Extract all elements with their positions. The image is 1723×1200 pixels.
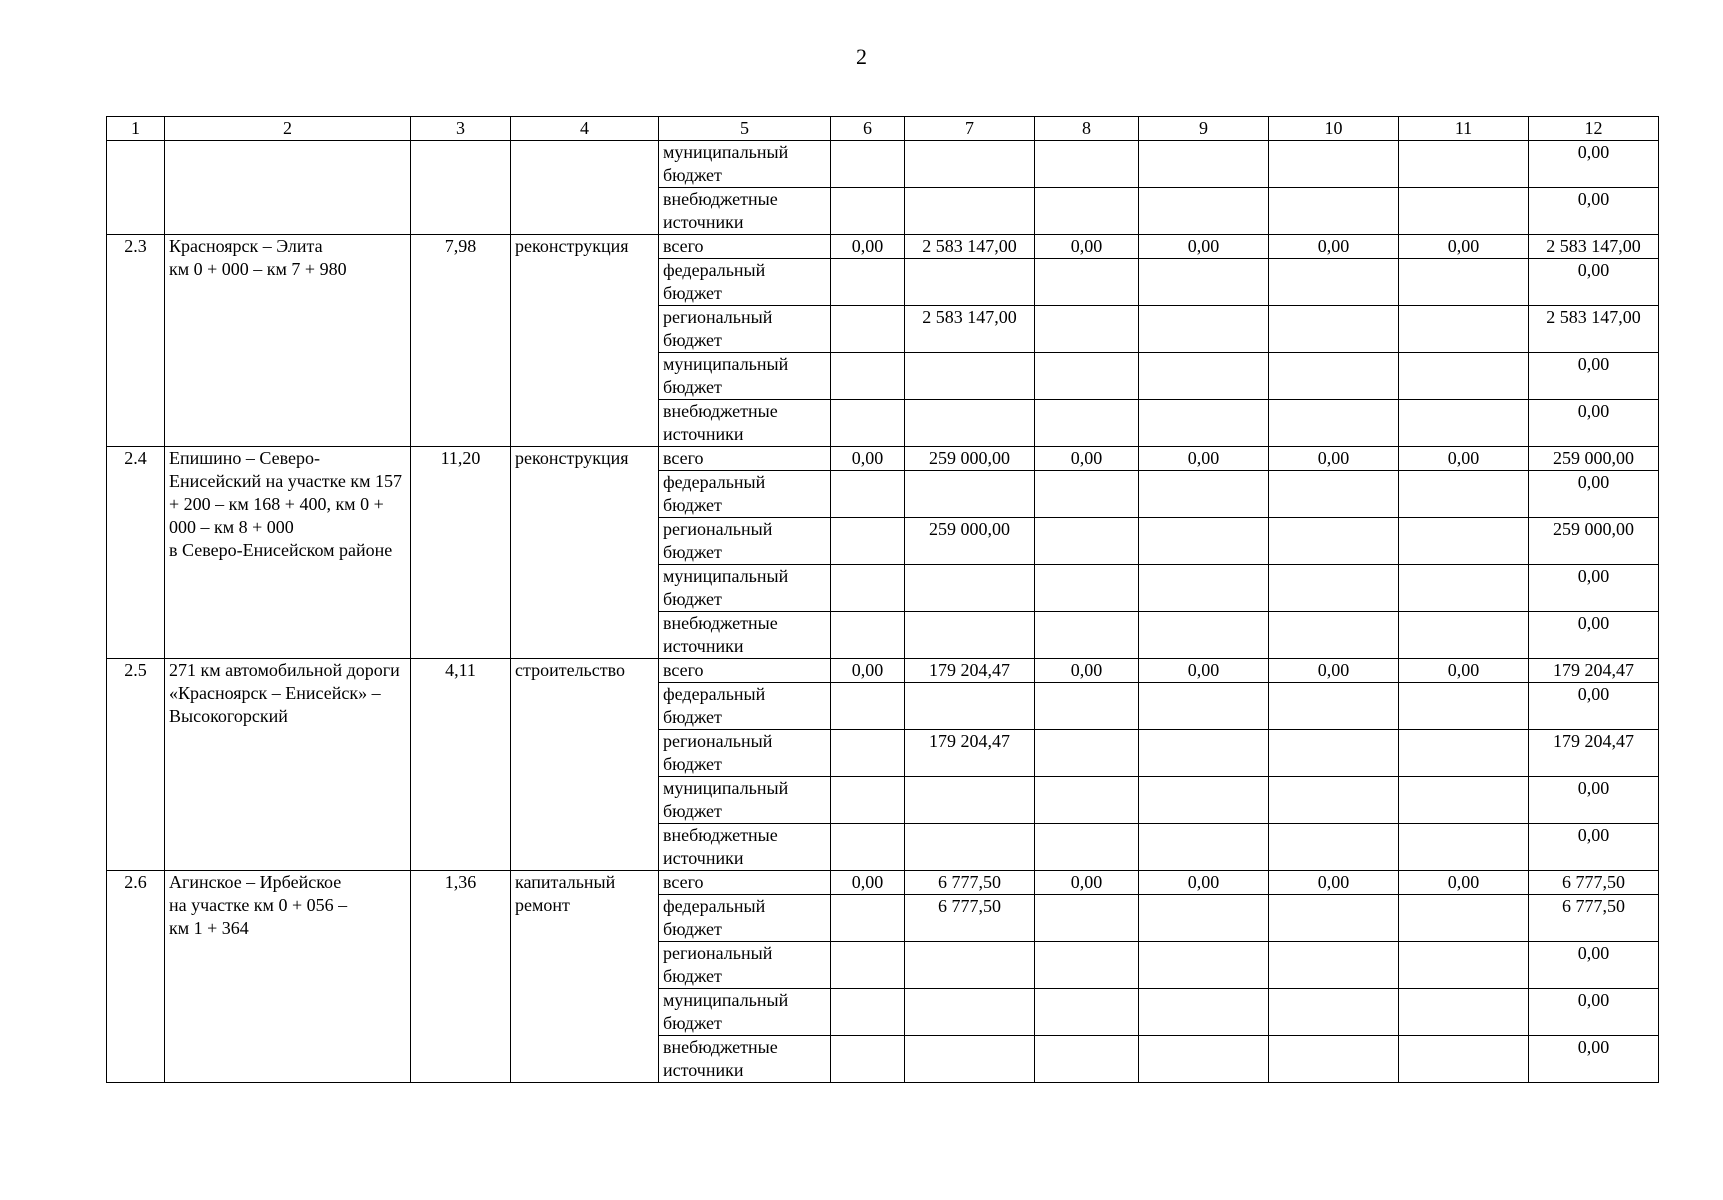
value-cell <box>1035 353 1139 400</box>
value-cell <box>1269 518 1399 565</box>
value-cell <box>1139 895 1269 942</box>
empty-cell <box>165 141 411 235</box>
value-cell <box>1035 471 1139 518</box>
value-cell <box>905 188 1035 235</box>
value-cell <box>831 730 905 777</box>
value-cell <box>1399 730 1529 777</box>
value-cell <box>1269 259 1399 306</box>
source-cell: внебюджетные источники <box>659 188 831 235</box>
value-cell <box>1269 942 1399 989</box>
value-cell <box>1399 777 1529 824</box>
value-cell: 0,00 <box>1269 659 1399 683</box>
value-cell: 0,00 <box>1529 777 1659 824</box>
value-cell <box>1035 730 1139 777</box>
value-cell <box>1269 730 1399 777</box>
object-name: Агинское – Ирбейское на участке км 0 + 056 – км 1 + 364 <box>165 871 411 1083</box>
value-cell <box>1139 306 1269 353</box>
item-number: 2.5 <box>107 659 165 871</box>
object-name: Красноярск – Элита км 0 + 000 – км 7 + 980 <box>165 235 411 447</box>
value-cell <box>1269 989 1399 1036</box>
value-cell: 0,00 <box>1529 942 1659 989</box>
value-cell: 179 204,47 <box>905 659 1035 683</box>
value-cell <box>831 565 905 612</box>
item-number: 2.3 <box>107 235 165 447</box>
source-cell: региональный бюджет <box>659 942 831 989</box>
value-cell: 6 777,50 <box>905 871 1035 895</box>
value-cell <box>905 777 1035 824</box>
value-cell: 0,00 <box>1399 659 1529 683</box>
value-cell <box>1399 353 1529 400</box>
value-cell <box>831 353 905 400</box>
work-type: реконструкция <box>511 235 659 447</box>
value-cell: 2 583 147,00 <box>905 306 1035 353</box>
source-cell: муниципальный бюджет <box>659 353 831 400</box>
empty-cell <box>107 141 165 235</box>
value-cell <box>1035 895 1139 942</box>
value-cell: 0,00 <box>831 659 905 683</box>
value-cell <box>1139 777 1269 824</box>
table-row <box>107 659 1659 683</box>
value-cell: 0,00 <box>1529 612 1659 659</box>
source-cell: внебюджетные источники <box>659 1036 831 1083</box>
value-cell <box>1035 777 1139 824</box>
value-cell <box>1139 400 1269 447</box>
value-cell <box>1139 471 1269 518</box>
value-cell <box>1399 400 1529 447</box>
value-cell <box>1139 353 1269 400</box>
value-cell <box>1269 612 1399 659</box>
value-cell <box>1399 612 1529 659</box>
source-cell: всего <box>659 447 831 471</box>
value-cell <box>1399 306 1529 353</box>
value-cell <box>1269 353 1399 400</box>
column-header: 8 <box>1035 117 1139 141</box>
value-cell <box>1269 683 1399 730</box>
column-header: 4 <box>511 117 659 141</box>
value-cell <box>831 989 905 1036</box>
empty-cell <box>411 141 511 235</box>
column-header: 1 <box>107 117 165 141</box>
value-cell <box>831 400 905 447</box>
value-cell: 6 777,50 <box>1529 871 1659 895</box>
value-cell <box>905 400 1035 447</box>
value-cell <box>831 471 905 518</box>
value-cell: 0,00 <box>1529 683 1659 730</box>
value-cell <box>1139 141 1269 188</box>
source-cell: федеральный бюджет <box>659 471 831 518</box>
value-cell <box>1035 565 1139 612</box>
value-cell: 0,00 <box>1035 447 1139 471</box>
value-cell <box>1139 730 1269 777</box>
value-cell <box>831 141 905 188</box>
column-header: 12 <box>1529 117 1659 141</box>
value-cell: 0,00 <box>1269 447 1399 471</box>
source-cell: муниципальный бюджет <box>659 989 831 1036</box>
value-cell <box>1269 306 1399 353</box>
value-cell <box>1399 518 1529 565</box>
value-cell: 0,00 <box>1035 235 1139 259</box>
value-cell: 0,00 <box>1529 1036 1659 1083</box>
table-body <box>107 141 1659 1083</box>
page-number: 2 <box>856 44 867 69</box>
source-cell: муниципальный бюджет <box>659 141 831 188</box>
table-row <box>107 235 1659 259</box>
source-cell: муниципальный бюджет <box>659 777 831 824</box>
value-cell <box>905 612 1035 659</box>
value-cell: 0,00 <box>1529 353 1659 400</box>
value-cell <box>1139 518 1269 565</box>
source-cell: региональный бюджет <box>659 306 831 353</box>
value-cell: 0,00 <box>1035 659 1139 683</box>
item-number: 2.4 <box>107 447 165 659</box>
object-name: Епишино – Северо-Енисейский на участке км 157 + 200 – км 168 + 400, км 0 + 000 – км 8 + 000 в Северо-Енисейском районе <box>165 447 411 659</box>
source-cell: всего <box>659 659 831 683</box>
value-cell: 0,00 <box>1035 871 1139 895</box>
value-cell: 0,00 <box>1529 188 1659 235</box>
value-cell <box>1035 259 1139 306</box>
object-length: 4,11 <box>411 659 511 871</box>
source-cell: всего <box>659 871 831 895</box>
value-cell <box>831 895 905 942</box>
value-cell <box>1139 942 1269 989</box>
value-cell <box>1139 1036 1269 1083</box>
value-cell: 179 204,47 <box>1529 659 1659 683</box>
value-cell <box>905 141 1035 188</box>
value-cell <box>1269 471 1399 518</box>
value-cell <box>1035 824 1139 871</box>
source-cell: внебюджетные источники <box>659 612 831 659</box>
value-cell <box>831 259 905 306</box>
value-cell: 0,00 <box>1139 659 1269 683</box>
value-cell <box>1269 1036 1399 1083</box>
source-cell: всего <box>659 235 831 259</box>
value-cell <box>1035 1036 1139 1083</box>
value-cell <box>1035 400 1139 447</box>
value-cell <box>1035 989 1139 1036</box>
value-cell <box>1269 565 1399 612</box>
item-number: 2.6 <box>107 871 165 1083</box>
value-cell <box>905 353 1035 400</box>
source-cell: внебюджетные источники <box>659 400 831 447</box>
value-cell: 0,00 <box>1399 447 1529 471</box>
column-header: 9 <box>1139 117 1269 141</box>
value-cell <box>1399 895 1529 942</box>
value-cell <box>831 188 905 235</box>
value-cell <box>1399 188 1529 235</box>
object-length: 1,36 <box>411 871 511 1083</box>
column-header: 2 <box>165 117 411 141</box>
source-cell: региональный бюджет <box>659 518 831 565</box>
value-cell <box>905 565 1035 612</box>
value-cell <box>1035 942 1139 989</box>
value-cell <box>1399 942 1529 989</box>
value-cell <box>1139 824 1269 871</box>
value-cell <box>1399 471 1529 518</box>
value-cell: 0,00 <box>1529 141 1659 188</box>
source-cell: региональный бюджет <box>659 730 831 777</box>
value-cell <box>905 942 1035 989</box>
value-cell: 0,00 <box>1399 235 1529 259</box>
value-cell <box>1035 683 1139 730</box>
value-cell: 0,00 <box>1529 824 1659 871</box>
source-cell: федеральный бюджет <box>659 683 831 730</box>
budget-table <box>106 116 1659 1083</box>
table-row <box>107 447 1659 471</box>
value-cell: 0,00 <box>1529 989 1659 1036</box>
value-cell: 0,00 <box>831 447 905 471</box>
source-cell: муниципальный бюджет <box>659 565 831 612</box>
value-cell <box>1139 683 1269 730</box>
value-cell: 0,00 <box>1139 871 1269 895</box>
value-cell <box>831 1036 905 1083</box>
value-cell <box>1035 612 1139 659</box>
value-cell <box>1269 400 1399 447</box>
column-header: 6 <box>831 117 905 141</box>
value-cell <box>905 989 1035 1036</box>
table-row <box>107 141 1659 188</box>
value-cell: 0,00 <box>1529 471 1659 518</box>
value-cell <box>1399 1036 1529 1083</box>
value-cell <box>1035 306 1139 353</box>
value-cell <box>831 612 905 659</box>
value-cell <box>1269 824 1399 871</box>
value-cell: 179 204,47 <box>905 730 1035 777</box>
value-cell <box>1399 683 1529 730</box>
object-length: 7,98 <box>411 235 511 447</box>
value-cell <box>1269 188 1399 235</box>
value-cell: 259 000,00 <box>1529 447 1659 471</box>
value-cell: 6 777,50 <box>1529 895 1659 942</box>
value-cell <box>1269 141 1399 188</box>
value-cell: 0,00 <box>1529 400 1659 447</box>
column-header: 5 <box>659 117 831 141</box>
value-cell <box>831 518 905 565</box>
value-cell: 0,00 <box>1529 259 1659 306</box>
value-cell: 0,00 <box>1399 871 1529 895</box>
value-cell <box>1399 141 1529 188</box>
value-cell: 2 583 147,00 <box>1529 306 1659 353</box>
source-cell: федеральный бюджет <box>659 259 831 306</box>
value-cell: 0,00 <box>1529 565 1659 612</box>
value-cell <box>905 1036 1035 1083</box>
value-cell: 0,00 <box>831 871 905 895</box>
value-cell: 179 204,47 <box>1529 730 1659 777</box>
value-cell: 0,00 <box>1269 871 1399 895</box>
value-cell <box>1035 141 1139 188</box>
value-cell <box>1139 188 1269 235</box>
work-type: строительство <box>511 659 659 871</box>
value-cell <box>1269 895 1399 942</box>
column-header: 7 <box>905 117 1035 141</box>
value-cell <box>831 824 905 871</box>
value-cell <box>1399 824 1529 871</box>
value-cell <box>1139 259 1269 306</box>
value-cell: 0,00 <box>831 235 905 259</box>
object-length: 11,20 <box>411 447 511 659</box>
value-cell: 0,00 <box>1139 235 1269 259</box>
value-cell <box>1035 518 1139 565</box>
object-name: 271 км автомобильной дороги «Красноярск – Енисейск» – Высокогорский <box>165 659 411 871</box>
value-cell <box>831 942 905 989</box>
work-type: капитальный ремонт <box>511 871 659 1083</box>
source-cell: внебюджетные источники <box>659 824 831 871</box>
value-cell: 259 000,00 <box>905 518 1035 565</box>
value-cell <box>905 824 1035 871</box>
value-cell <box>831 777 905 824</box>
value-cell <box>1269 777 1399 824</box>
value-cell: 2 583 147,00 <box>905 235 1035 259</box>
value-cell: 2 583 147,00 <box>1529 235 1659 259</box>
work-type: реконструкция <box>511 447 659 659</box>
empty-cell <box>511 141 659 235</box>
value-cell <box>1139 989 1269 1036</box>
value-cell <box>905 683 1035 730</box>
source-cell: федеральный бюджет <box>659 895 831 942</box>
table-row <box>107 871 1659 895</box>
value-cell: 0,00 <box>1139 447 1269 471</box>
value-cell <box>1399 259 1529 306</box>
value-cell <box>905 259 1035 306</box>
value-cell <box>1139 612 1269 659</box>
value-cell: 6 777,50 <box>905 895 1035 942</box>
value-cell <box>1399 989 1529 1036</box>
value-cell <box>1139 565 1269 612</box>
column-header: 3 <box>411 117 511 141</box>
column-header: 10 <box>1269 117 1399 141</box>
table-header <box>107 117 1659 141</box>
value-cell <box>905 471 1035 518</box>
value-cell <box>831 683 905 730</box>
value-cell: 0,00 <box>1269 235 1399 259</box>
value-cell <box>831 306 905 353</box>
value-cell: 259 000,00 <box>1529 518 1659 565</box>
value-cell <box>1399 565 1529 612</box>
value-cell <box>1035 188 1139 235</box>
value-cell: 259 000,00 <box>905 447 1035 471</box>
column-header: 11 <box>1399 117 1529 141</box>
